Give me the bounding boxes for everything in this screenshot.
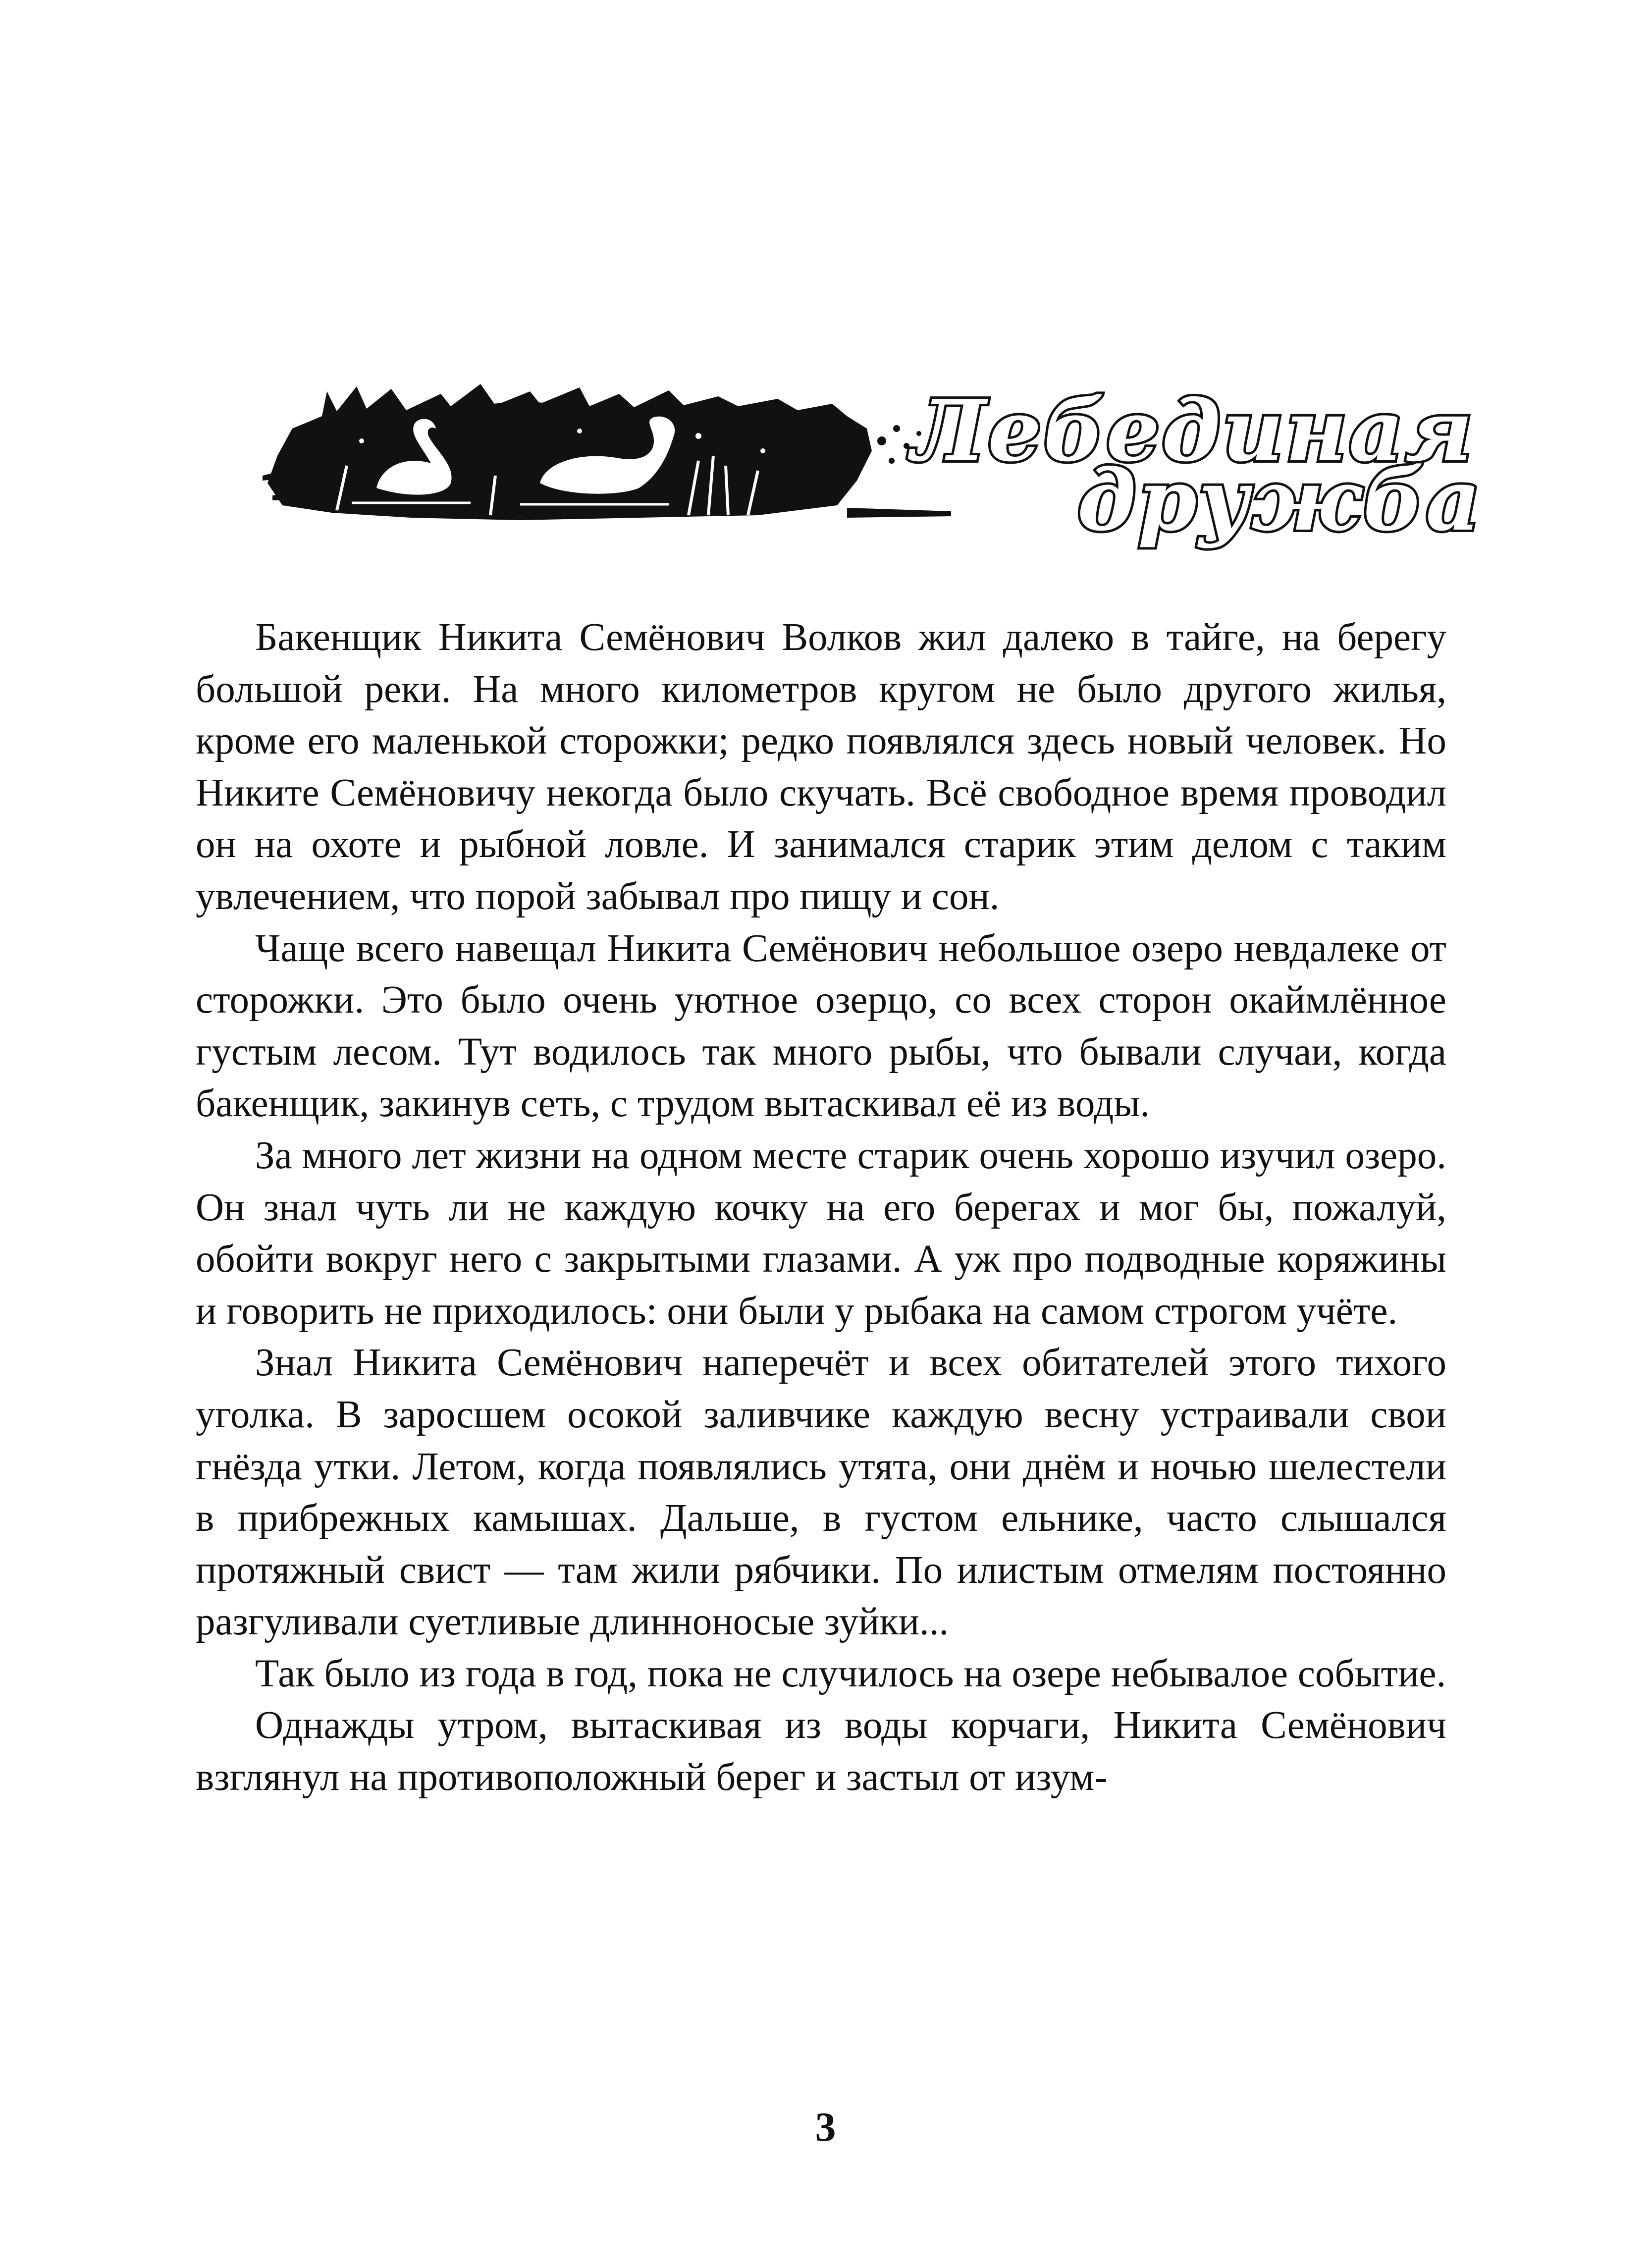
paragraph: Так было из года в год, пока не случилось на озере небывалое событие. xyxy=(255,1652,1446,1695)
chapter-title-line1: Лебединая xyxy=(911,381,1475,481)
paragraph: Однажды утром, вытаскивая из воды корчаги, Никита Семёнович взглянул на противоположный берег и застыл от изум- xyxy=(196,1704,1446,1799)
chapter-header xyxy=(263,362,1483,560)
page-number: 3 xyxy=(815,2104,836,2150)
paragraph: За много лет жизни на одном месте старик очень хорошо изучил озеро. Он знал чуть ли не каждую кочку на его берегах и мог бы, пожалуй, обойти вокруг него с закрытыми глазами. А уж про подводные коряжины и говорить не приходилось: они были у рыбака на самом строгом учёте. xyxy=(196,1134,1446,1333)
swans-illustration xyxy=(263,381,956,540)
paragraph: Знал Никита Семёнович наперечёт и всех обитателей этого тихого уголка. В заросшем осокой заливчике каждую весну устраивали свои гнёзда утки. Летом, когда появлялись утята, они днём и ночью шелестели в прибрежных камышах. Дальше, в густом ельнике, часто слышался протяжный свист — там жили рябчики. По илистым отмелям постоянно разгуливали суетливые длинноносые зуйки... xyxy=(196,1341,1446,1644)
body-text xyxy=(196,612,1446,1804)
paragraph: Бакенщик Никита Семёнович Волков жил далеко в тайге, на берегу большой реки. На много километров кругом не было другого жилья, кроме его маленькой сторожки; редко появлялся здесь новый человек. Но Никите Семёновичу некогда было скучать. Всё свободное время проводил он на охоте и рыбной ловле. И занимался старик этим делом с таким увлечением, что порой забывал про пищу и сон. xyxy=(196,616,1446,918)
chapter-title-line2: дружба xyxy=(1077,451,1483,550)
paragraph: Чаще всего навещал Никита Семёнович небольшое озеро невдалеке от сторожки. Это было очень уютное озерцо, со всех сторон окаймлённое густым лесом. Тут водилось так много рыбы, что бывали случаи, когда бакенщик, закинув сеть, с трудом вытаскивал её из воды. xyxy=(196,926,1446,1126)
